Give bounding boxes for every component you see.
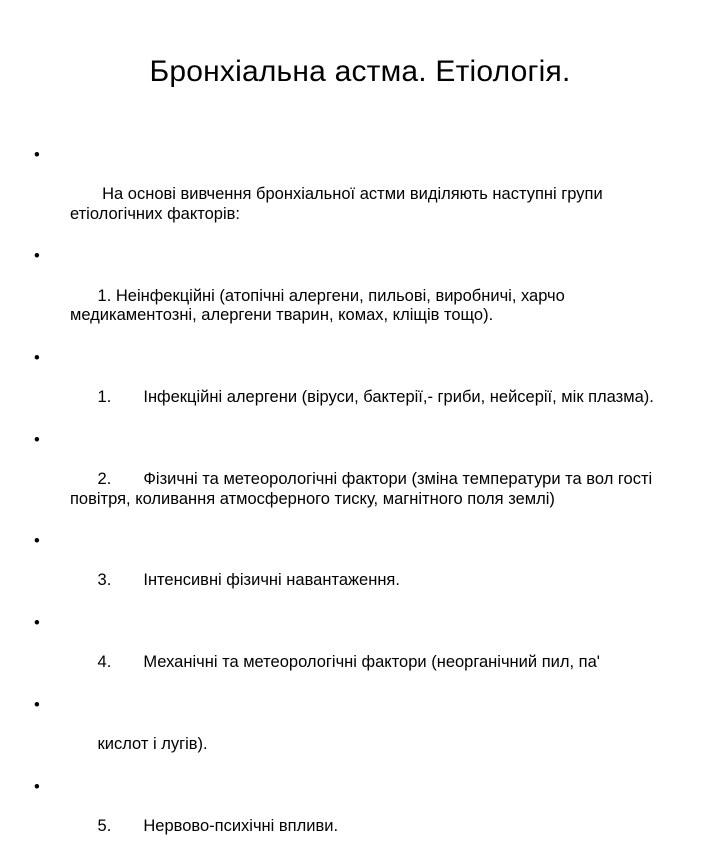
bullet-item [34, 247, 694, 345]
bullet-text: 1. Інфекційні алергени (віруси, бактерії,- гриби, нейсерії, мік плазма). [97, 388, 654, 407]
bullet-icon: • [34, 777, 40, 796]
bullet-item [34, 532, 694, 610]
bullet-text: На основі вивчення бронхіальної астми виділяють наступні групи етіологічних факторів: [70, 185, 608, 223]
bullet-list [34, 146, 694, 860]
bullet-item [34, 349, 694, 427]
slide-title: Бронхіальна астма. Етіологія. [149, 55, 571, 88]
bullet-item [34, 146, 694, 244]
bullet-text: 4. Механічні та метеорологічні фактори (неорганічний пил, па' [97, 653, 605, 672]
bullet-item [34, 614, 694, 692]
bullet-item [34, 431, 694, 529]
bullet-icon: • [34, 430, 40, 449]
bullet-icon: • [34, 348, 40, 367]
bullet-text: 1. Неінфекційні (атопічні алергени, пильові, виробничі, харчо медикаментозні, алергени тварин, комах, кліщів тощо). [70, 286, 570, 325]
bullet-text: 5. Нервово-психічні впливи. [97, 817, 339, 836]
bullet-icon: • [34, 146, 40, 164]
bullet-icon: • [34, 247, 40, 266]
bullet-icon: • [34, 614, 40, 633]
bullet-item [34, 778, 694, 856]
bullet-text: 3. Інтенсивні фізичні навантаження. [97, 571, 400, 590]
bullet-item [34, 696, 694, 774]
bullet-icon: • [34, 532, 40, 551]
bullet-text: кислот і лугів). [97, 735, 208, 754]
bullet-icon: • [34, 696, 40, 715]
bullet-text: 2. Фізичні та метеорологічні фактори (зміна температури та вол гості повітря, коливання атмосферного тиску, магнітного поля землі) [70, 470, 657, 508]
